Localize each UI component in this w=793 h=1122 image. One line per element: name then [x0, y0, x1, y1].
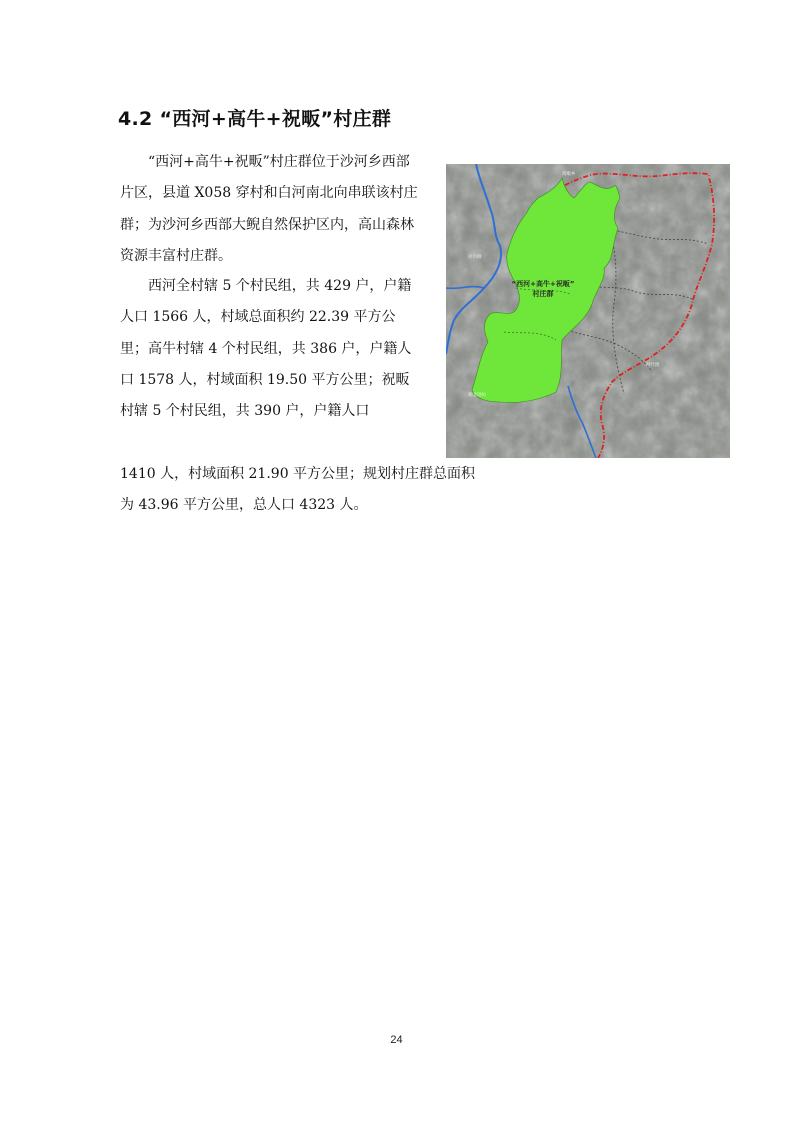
- map-graphic: [446, 164, 730, 458]
- paragraph-location: “西河+高牛+祝畈”村庄群位于沙河乡西部片区，县道 X058 穿村和白河南北向串联该村庄群；为沙河乡西部大鲵自然保护区内，高山森林资源丰富村庄群。: [120, 154, 418, 264]
- map-label-west: 接坊園: [468, 255, 482, 260]
- page-number: 24: [390, 1034, 403, 1046]
- map-label-southwest: 朝北坳坊: [468, 393, 486, 398]
- map-title-line2: 村庄群: [532, 290, 554, 298]
- map-label-north: 高畈乡: [562, 172, 576, 177]
- map-title-line1: “西河+高牛+祝畈”: [511, 280, 575, 288]
- map-label-east: 洞竹園: [646, 363, 660, 368]
- section-heading: 4.2 “西河+高牛+祝畈”村庄群: [118, 108, 392, 130]
- village-group-map: [446, 164, 730, 458]
- paragraph-summary: 1410 人，村域面积 21.90 平方公里；规划村庄群总面积为 43.96 平方公里，总人口 4323 人。: [120, 466, 476, 514]
- paragraph-statistics: 西河全村辖 5 个村民组，共 429 户，户籍人口 1566 人，村域总面积约 22.39 平方公里；高牛村辖 4 个村民组，共 386 户，户籍人口 1578 人，村域面积 19.50 平方公里；祝畈村辖 5 个村民组，共 390 户，户籍人口: [120, 278, 412, 420]
